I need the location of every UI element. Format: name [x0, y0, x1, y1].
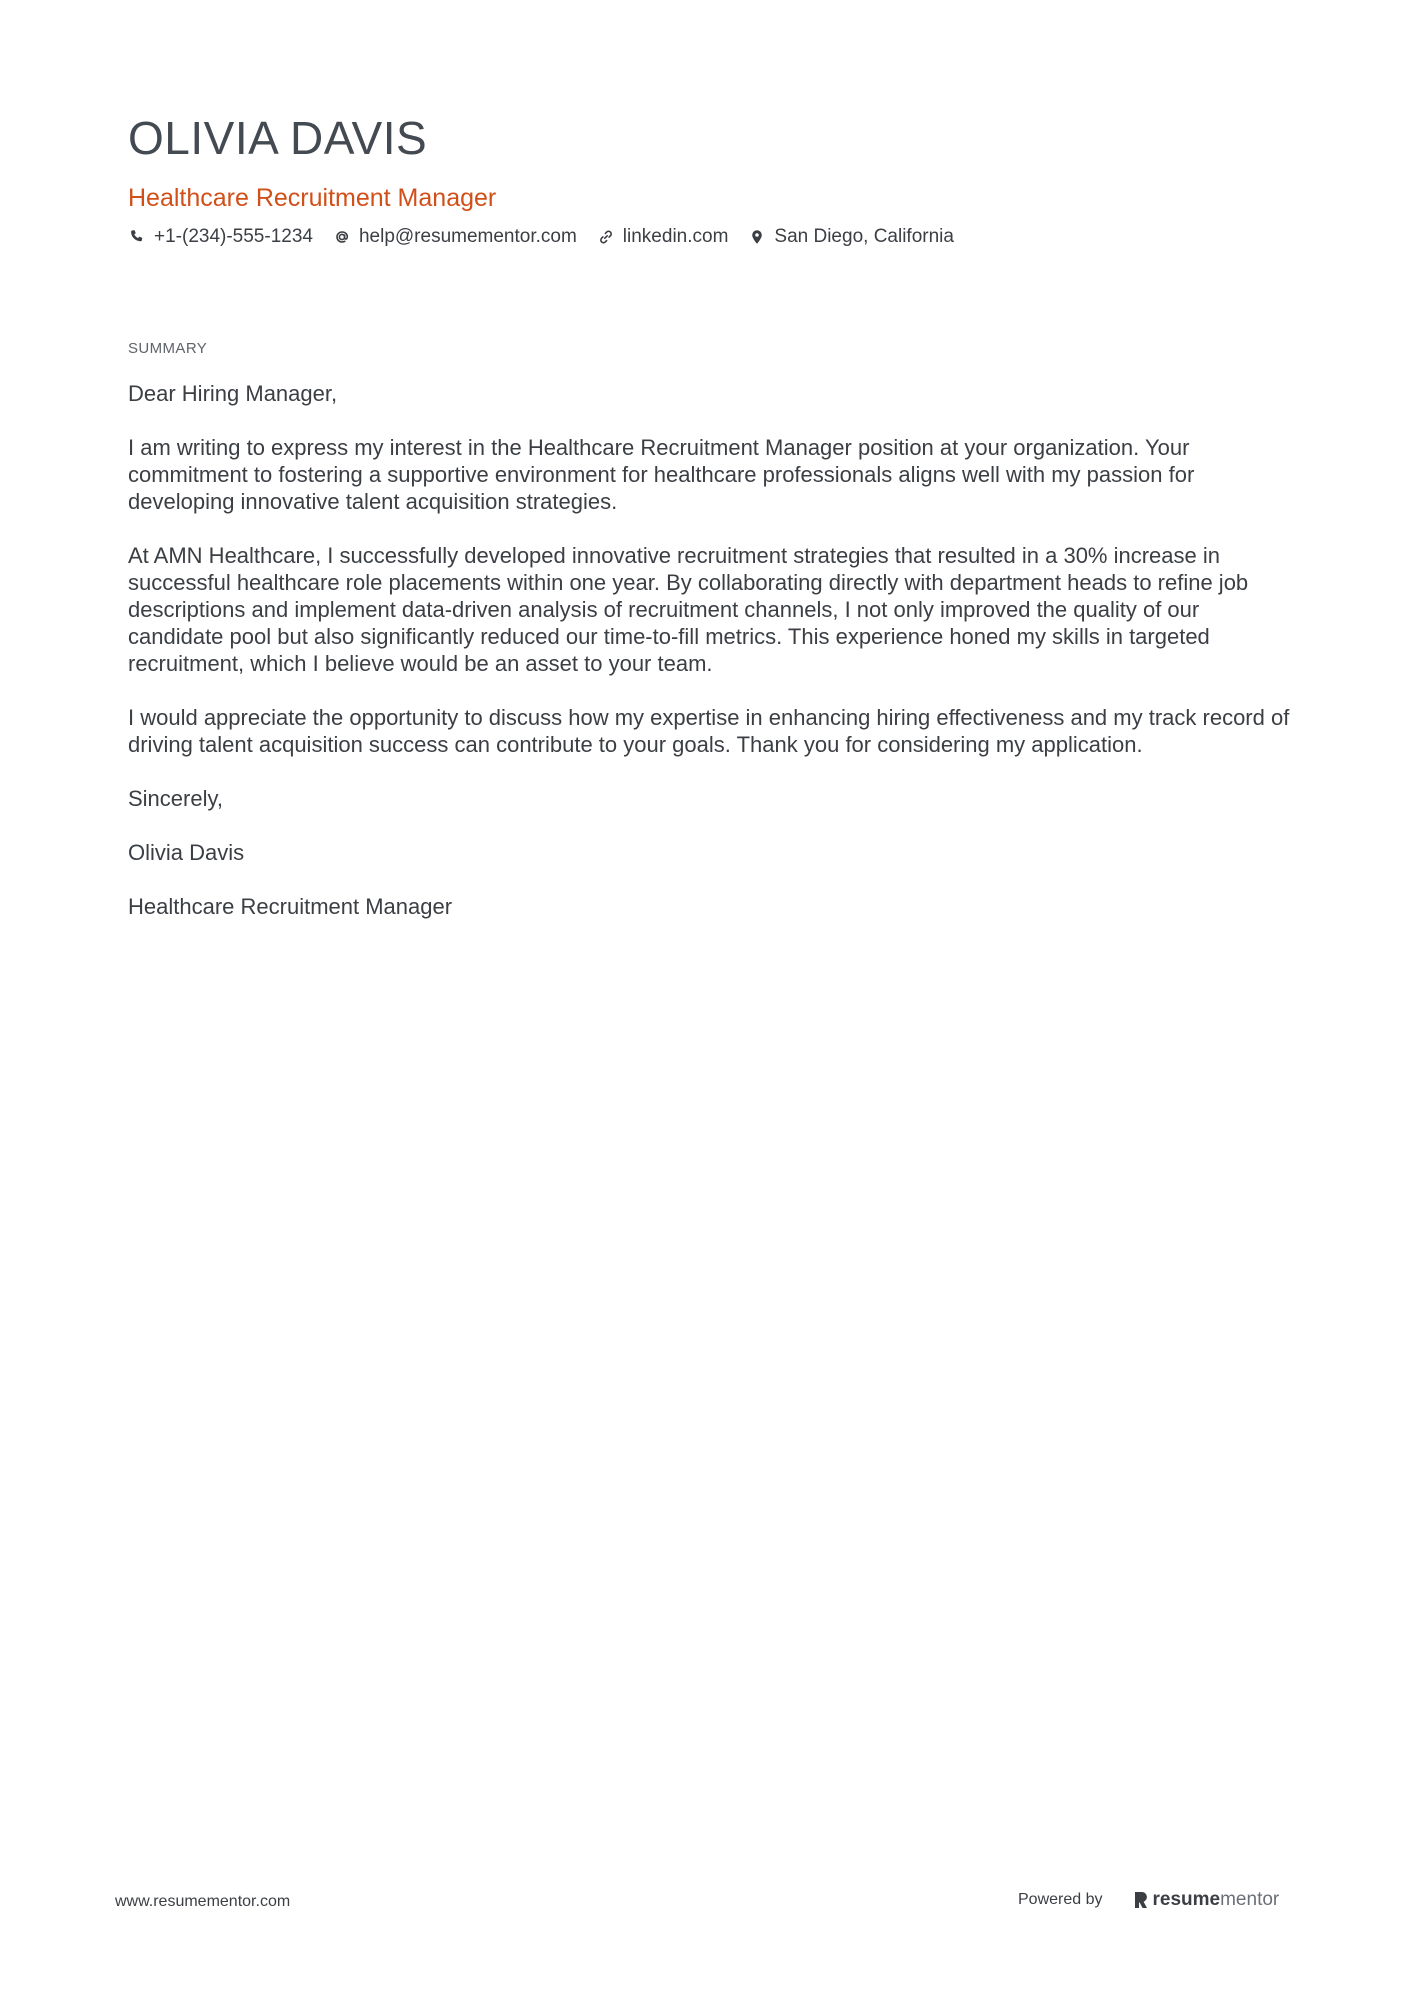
at-icon	[333, 228, 351, 246]
closing: Sincerely,	[128, 786, 223, 811]
contact-linkedin[interactable]	[597, 226, 729, 248]
location-text: San Diego, California	[774, 226, 954, 247]
phone-text: +1-(234)-555-1234	[154, 226, 313, 247]
signature-name: Olivia Davis	[128, 840, 245, 865]
brand-mark-icon	[1133, 1890, 1149, 1910]
phone-icon	[128, 228, 146, 246]
footer-branding	[1018, 1889, 1279, 1911]
brand-name-light: mentor	[1220, 1889, 1280, 1910]
brand-name-bold: resume	[1152, 1889, 1221, 1910]
contact-bar	[128, 226, 974, 248]
contact-location	[748, 226, 954, 248]
location-pin-icon	[748, 228, 766, 246]
candidate-name: OLIVIA DAVIS	[128, 112, 428, 164]
contact-email[interactable]	[333, 226, 577, 248]
email-text: help@resumementor.com	[358, 226, 577, 247]
section-heading: SUMMARY	[128, 340, 208, 357]
brand-logo[interactable]	[1133, 1889, 1280, 1911]
powered-by-text: Powered by	[1018, 1891, 1103, 1908]
letter-body	[128, 380, 1298, 947]
greeting: Dear Hiring Manager,	[128, 381, 338, 406]
linkedin-text: linkedin.com	[622, 226, 729, 247]
body-paragraph: I would appreciate the opportunity to discuss how my expertise in enhancing hiring effectiveness and my track record of driving talent acquisition success can contribute to your goals. Thank you for considering my application.	[128, 705, 1290, 757]
contact-phone	[128, 226, 313, 248]
footer-website-link[interactable]: www.resumementor.com	[115, 1893, 291, 1910]
body-paragraph: I am writing to express my interest in the Healthcare Recruitment Manager position at your organization. Your commitment to fostering a supportive environment for healthcare professionals aligns well with my passion for developing innovative talent acquisition strategies.	[128, 435, 1195, 514]
link-icon	[597, 228, 615, 246]
job-title: Healthcare Recruitment Manager	[128, 184, 497, 212]
body-paragraph: At AMN Healthcare, I successfully developed innovative recruitment strategies that resulted in a 30% increase in successful healthcare role placements within one year. By collaborating directly with department heads to refine job descriptions and implement data-driven analysis of recruitment channels, I not only improved the quality of our candidate pool but also significantly reduced our time-to-fill metrics. This experience honed my skills in targeted recruitment, which I believe would be an asset to your team.	[128, 543, 1249, 676]
signature-title: Healthcare Recruitment Manager	[128, 894, 453, 919]
